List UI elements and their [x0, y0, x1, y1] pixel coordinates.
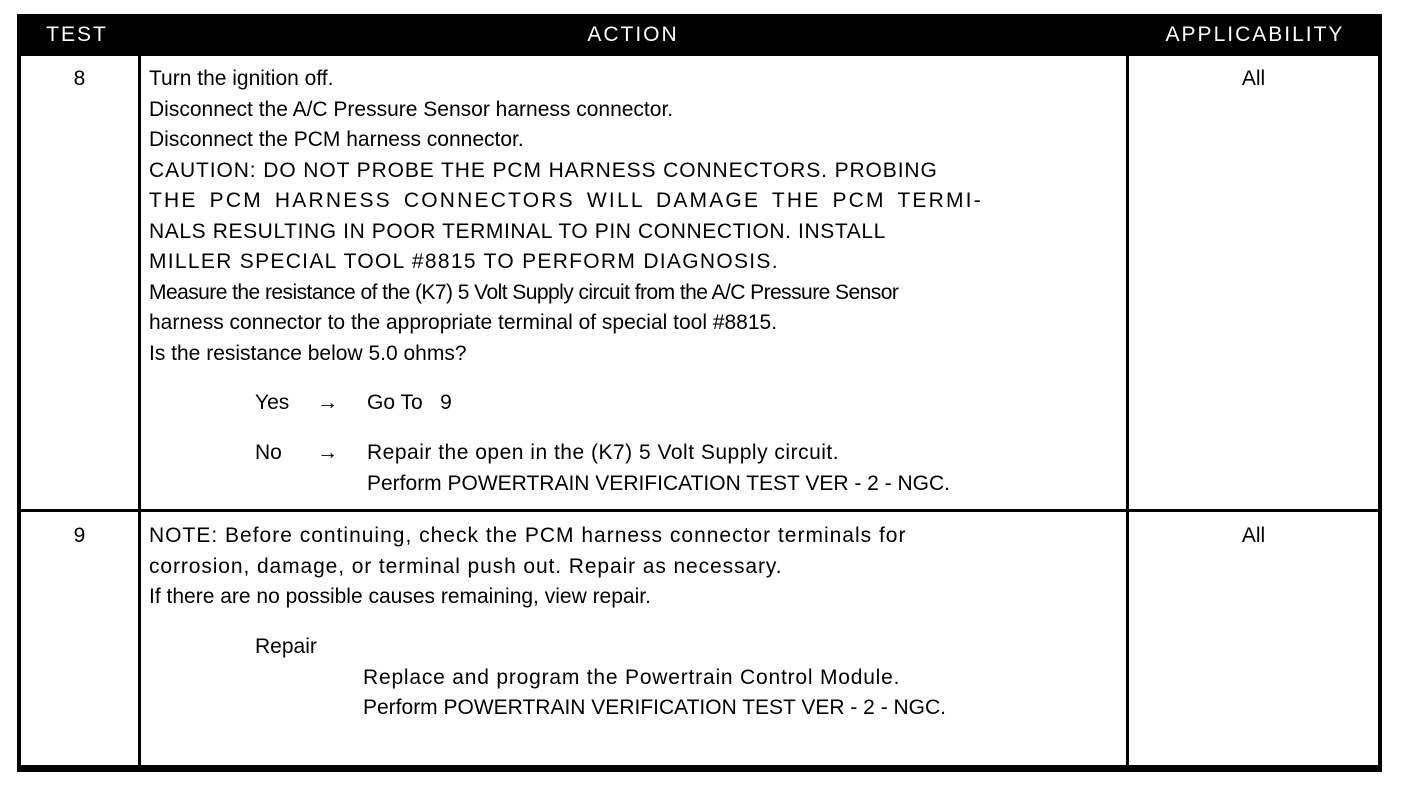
row-9-action-cell: [141, 512, 1126, 765]
action-line: If there are no possible causes remaining, view repair.: [149, 585, 651, 608]
action-line: Measure the resistance of the (K7) 5 Volt Supply circuit from the A/C Pressure Sensor: [149, 280, 899, 304]
header-action: ACTION: [587, 23, 679, 46]
action-line: harness connector to the appropriate terminal of special tool #8815.: [149, 311, 778, 334]
no-label: No: [255, 441, 282, 464]
caution-line: CAUTION: DO NOT PROBE THE PCM HARNESS CONNECTORS. PROBING: [149, 158, 938, 182]
action-line: Disconnect the A/C Pressure Sensor harness connector.: [149, 97, 674, 121]
test-number: 9: [73, 524, 86, 547]
applicability-value: All: [1241, 524, 1266, 547]
row-9-test-cell: [21, 512, 138, 765]
action-line: Turn the ignition off.: [149, 67, 334, 90]
table-header: [17, 14, 1382, 56]
applicability-value: All: [1241, 67, 1266, 90]
repair-label: Repair: [255, 635, 317, 658]
arrow-icon: →: [317, 441, 338, 464]
header-applicability: APPLICABILITY: [1165, 23, 1345, 46]
action-line: corrosion, damage, or terminal push out. Repair as necessary.: [149, 554, 783, 578]
repair-action: Perform POWERTRAIN VERIFICATION TEST VER - 2 - NGC.: [363, 696, 947, 719]
yes-action: Go To 9: [367, 391, 452, 414]
caution-line: THE PCM HARNESS CONNECTORS WILL DAMAGE THE PCM TERMI-: [149, 189, 983, 212]
no-action: Repair the open in the (K7) 5 Volt Supply circuit.: [367, 441, 840, 464]
row-8-applicability-cell: [1129, 56, 1378, 509]
diagnostic-table: [17, 14, 1382, 772]
action-line: Is the resistance below 5.0 ohms?: [149, 341, 467, 365]
row-9-applicability-cell: [1129, 512, 1378, 765]
repair-action: Replace and program the Powertrain Control Module.: [363, 665, 901, 689]
no-action: Perform POWERTRAIN VERIFICATION TEST VER - 2 - NGC.: [367, 471, 951, 495]
yes-label: Yes: [255, 391, 290, 414]
test-number: 8: [73, 67, 86, 90]
header-test: TEST: [46, 23, 108, 46]
action-line: Disconnect the PCM harness connector.: [149, 128, 524, 151]
row-8-action-cell: [141, 56, 1126, 509]
caution-line: MILLER SPECIAL TOOL #8815 TO PERFORM DIAGNOSIS.: [149, 250, 779, 273]
caution-line: NALS RESULTING IN POOR TERMINAL TO PIN CONNECTION. INSTALL: [149, 219, 886, 243]
action-line: NOTE: Before continuing, check the PCM harness connector terminals for: [149, 524, 907, 547]
arrow-icon: →: [317, 391, 338, 414]
row-8-test-cell: [21, 56, 138, 509]
